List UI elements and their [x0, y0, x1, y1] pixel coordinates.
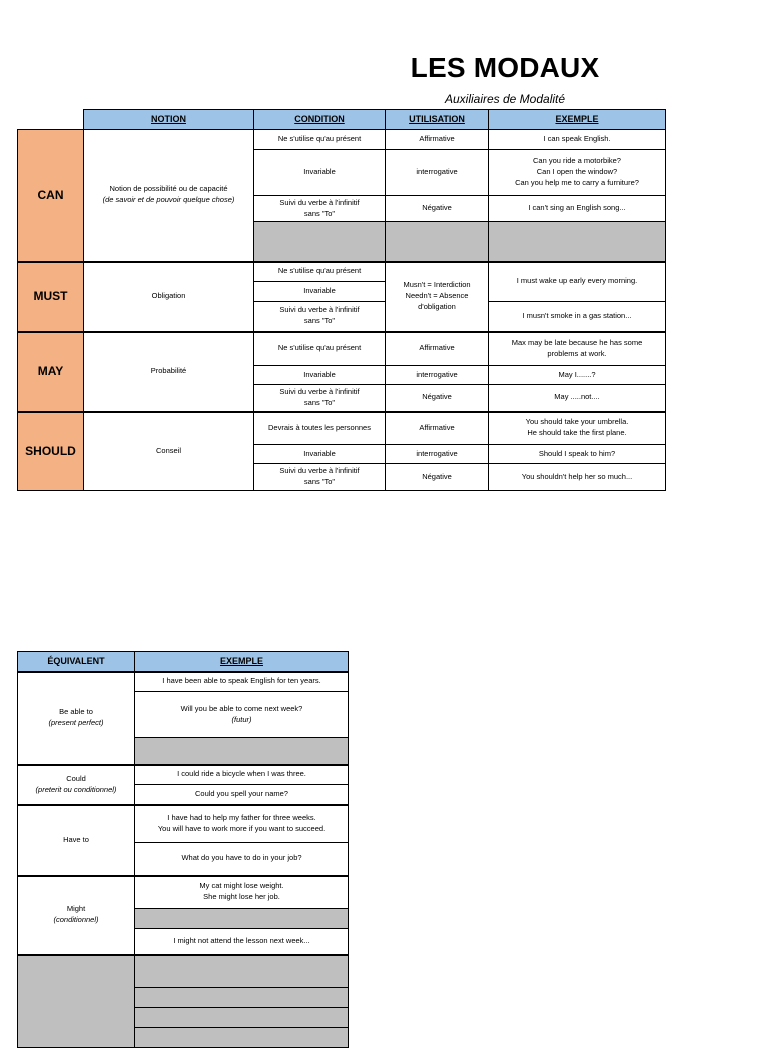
- can-utilisation-3: Négative: [386, 196, 489, 222]
- should-notion: Conseil: [84, 412, 254, 491]
- can-exemple-3: I can't sing an English song...: [489, 196, 666, 222]
- might-exemple-1b: She might lose her job.: [203, 892, 280, 902]
- should-exemple-2: Should I speak to him?: [489, 445, 666, 464]
- page-title: LES MODAUX: [410, 52, 600, 83]
- empty-gray-cell-1: [135, 955, 349, 988]
- could-exemple-1: I could ride a bicycle when I was three.: [135, 765, 349, 785]
- must-utilisation: [386, 262, 489, 332]
- header-exemple-2: EXEMPLE: [135, 652, 349, 672]
- should-exemple-1: [489, 412, 666, 445]
- should-condition-2: Invariable: [254, 445, 386, 464]
- should-utilisation-3: Négative: [386, 464, 489, 491]
- may-utilisation-1: Affirmative: [386, 332, 489, 366]
- modal-may-label: MAY: [18, 332, 84, 412]
- must-condition-3a: Suivi du verbe à l'infinitif: [279, 305, 360, 315]
- can-utilisation-2: interrogative: [386, 150, 489, 196]
- empty-gray-cell-4: [135, 1028, 349, 1048]
- may-condition-3: [254, 385, 386, 412]
- can-exemple-2c: Can you help me to carry a furniture?: [515, 177, 639, 187]
- empty-gray-label-cell: [18, 955, 135, 1048]
- may-condition-1: Ne s'utilise qu'au présent: [254, 332, 386, 366]
- may-exemple-1b: problems at work.: [547, 348, 607, 358]
- be-able-to-exemple-2a: Will you be able to come next week?: [180, 703, 303, 713]
- header-equivalent: ÉQUIVALENT: [18, 652, 135, 672]
- can-notion-note: (de savoir et de pouvoir quelque chose): [102, 195, 235, 205]
- empty-gray-cell-2: [135, 988, 349, 1008]
- be-able-to-label: Be able to: [59, 707, 93, 717]
- must-notion: Obligation: [84, 262, 254, 332]
- may-exemple-1: [489, 332, 666, 366]
- can-exemple-2a: Can you ride a motorbike?: [533, 156, 621, 166]
- empty-gray-cell-3: [135, 1008, 349, 1028]
- equivalents-table: [17, 651, 349, 1048]
- header-notion: NOTION: [84, 110, 254, 130]
- page-subtitle: Auxiliaires de Modalité: [444, 92, 566, 106]
- can-notion-text: Notion de possibilité ou de capacité: [109, 184, 228, 194]
- have-to-exemple-2: What do you have to do in your job?: [135, 843, 349, 876]
- be-able-to-cell: [18, 672, 135, 765]
- might-label: Might: [66, 904, 86, 914]
- modal-must-label: MUST: [18, 262, 84, 332]
- can-notion: [84, 130, 254, 262]
- should-exemple-1b: He should take the first plane.: [527, 428, 627, 438]
- modals-table: [17, 109, 666, 491]
- could-label: Could: [66, 773, 86, 783]
- may-notion: Probabilité: [84, 332, 254, 412]
- can-exemple-2: [489, 150, 666, 196]
- may-exemple-3: May .....not....: [489, 385, 666, 412]
- can-gray-cell-2: [386, 222, 489, 262]
- should-exemple-1a: You should take your umbrella.: [525, 417, 629, 427]
- may-utilisation-3: Négative: [386, 385, 489, 412]
- have-to-label: Have to: [18, 805, 135, 876]
- must-utilisation-3: d'obligation: [418, 301, 456, 311]
- can-condition-3: [254, 196, 386, 222]
- might-note: (conditionnel): [53, 915, 99, 924]
- may-exemple-1a: Max may be late because he has some: [511, 337, 643, 347]
- can-condition-2: Invariable: [254, 150, 386, 196]
- should-utilisation-1: Affirmative: [386, 412, 489, 445]
- have-to-exemple-1b: You will have to work more if you want to succeed.: [157, 823, 326, 833]
- should-condition-3a: Suivi du verbe à l'infinitif: [279, 466, 360, 476]
- have-to-exemple-1a: I have had to help my father for three weeks.: [167, 812, 316, 822]
- can-condition-3b: sans "To": [303, 208, 336, 218]
- can-exemple-1: I can speak English.: [489, 130, 666, 150]
- be-able-to-exemple-2b: (futur): [231, 714, 252, 724]
- must-condition-3b: sans "To": [303, 316, 336, 326]
- can-condition-1: Ne s'utilise qu'au présent: [254, 130, 386, 150]
- might-gray-cell: [135, 909, 349, 929]
- header-exemple: EXEMPLE: [489, 110, 666, 130]
- could-cell: [18, 765, 135, 805]
- should-condition-3b: sans "To": [303, 477, 336, 486]
- be-able-to-exemple-1: I have been able to speak English for ten years.: [135, 672, 349, 692]
- should-utilisation-2: interrogative: [386, 445, 489, 464]
- may-condition-3a: Suivi du verbe à l'infinitif: [279, 386, 360, 396]
- might-exemple-1: [135, 876, 349, 909]
- might-exemple-1a: My cat might lose weight.: [199, 881, 284, 891]
- should-condition-1: Devrais à toutes les personnes: [254, 412, 386, 445]
- must-exemple-2: I musn't smoke in a gas station...: [489, 302, 666, 332]
- header-utilisation: UTILISATION: [386, 110, 489, 130]
- modal-can-label: CAN: [18, 130, 84, 262]
- be-able-to-exemple-2: [135, 692, 349, 738]
- might-cell: [18, 876, 135, 955]
- may-condition-3b: sans "To": [303, 397, 336, 407]
- may-exemple-2: May I.......?: [489, 366, 666, 385]
- header-blank-cell: [18, 110, 84, 130]
- modal-should-label: SHOULD: [18, 412, 84, 491]
- must-utilisation-1: Musn't = Interdiction: [403, 280, 471, 290]
- must-condition-1: Ne s'utilise qu'au présent: [254, 262, 386, 282]
- have-to-exemple-1: [135, 805, 349, 843]
- should-condition-3: [254, 464, 386, 491]
- may-utilisation-2: interrogative: [386, 366, 489, 385]
- can-exemple-2b: Can I open the window?: [536, 167, 618, 177]
- must-utilisation-2: Needn't = Absence: [405, 291, 469, 301]
- could-exemple-2: Could you spell your name?: [135, 785, 349, 805]
- must-condition-2: Invariable: [254, 282, 386, 302]
- be-able-to-note: (present perfect): [48, 718, 104, 727]
- could-note: (preterit ou conditionnel): [35, 784, 117, 794]
- must-condition-3: [254, 302, 386, 332]
- can-condition-3a: Suivi du verbe à l'infinitif: [279, 197, 360, 207]
- must-exemple-1: I must wake up early every morning.: [489, 262, 666, 302]
- can-gray-cell-1: [254, 222, 386, 262]
- header-condition: CONDITION: [254, 110, 386, 130]
- can-utilisation-1: Affirmative: [386, 130, 489, 150]
- be-able-to-gray-cell: [135, 738, 349, 765]
- can-gray-cell-3: [489, 222, 666, 262]
- might-exemple-3: I might not attend the lesson next week...: [135, 929, 349, 955]
- may-condition-2: Invariable: [254, 366, 386, 385]
- should-exemple-3: You shouldn't help her so much...: [489, 464, 666, 491]
